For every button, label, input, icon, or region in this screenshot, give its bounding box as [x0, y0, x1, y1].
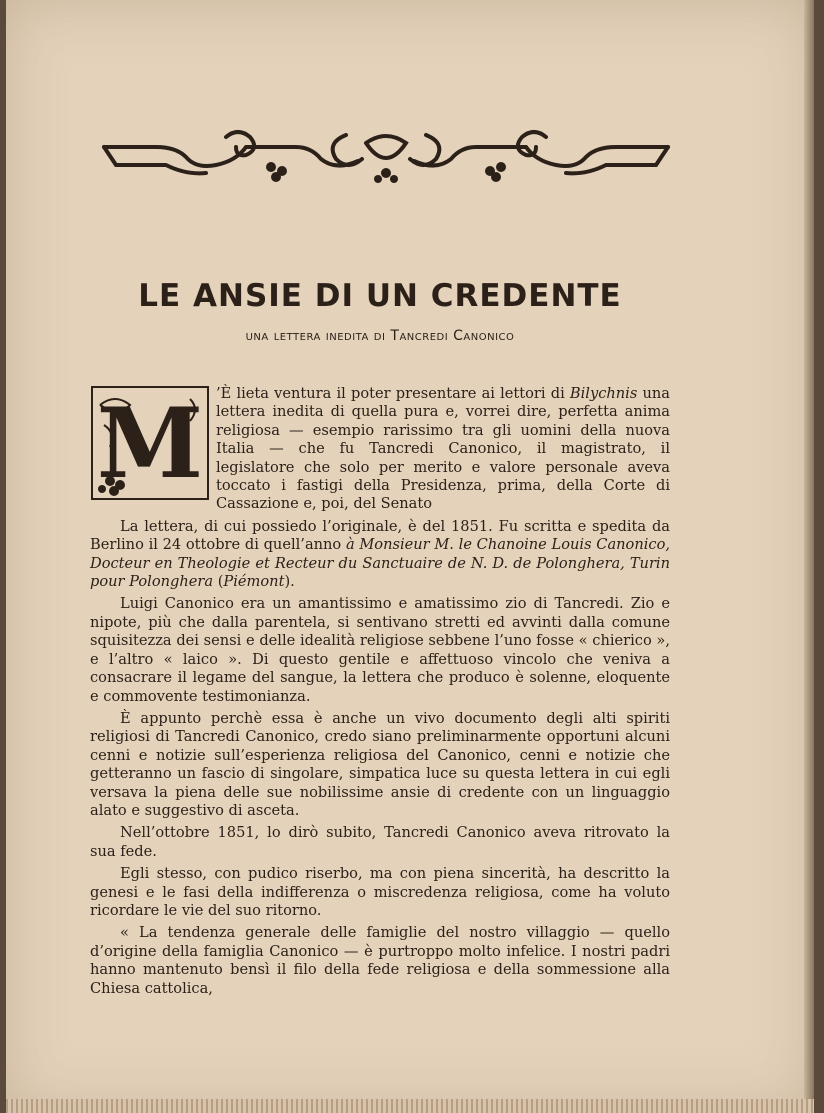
book-page: [6, 0, 814, 1113]
decorative-header-ornament: [96, 125, 676, 187]
illuminated-dropcap: [90, 385, 210, 501]
paragraph-6: Egli stesso, con pudico riserbo, ma con piena sincerità, ha descritto la genesi e le fasi della indifferenza o miscredenza religiosa, come ha voluto ricordare le vie del suo ritorno.: [90, 865, 670, 919]
article-title: LE ANSIE DI UN CREDENTE: [138, 278, 622, 314]
page-edge: [804, 0, 814, 1113]
paragraph-4: È appunto perchè essa è anche un vivo documento degli alti spiriti religiosi di Tancredi Canonico, credo siano preliminarmente opportuni alcuni cenni e notizie sull’esperienza religiosa del Canonico, cenni e notizie che getteranno un fascio di singolare, simpatica luce su questa lettera in cui egli versava la piena delle sue nobilissime ansie di credente con un linguaggio alato e suggestivo di asceta.: [90, 709, 670, 819]
paragraph-7: « La tendenza generale delle famiglie del nostro villaggio — quello d’origine della famiglia Canonico — è purtroppo molto infelice. I nostri padri hanno mantenuto bensì il filo della fede religiosa e della sommessione alla Chiesa cattolica,: [90, 924, 670, 997]
dropcap-letter: M: [96, 387, 204, 500]
paragraph-2: La lettera, di cui possiedo l’originale, è del 1851. Fu scritta e spedita da Berlino il 24 ottobre di quell’anno à Monsieur M. le Chanoine Louis Canonico, Docteur en Theologie et Recteur du Sanctuaire de N. D. de Polonghera, Turin pour Polonghera (Piémont).: [90, 517, 670, 591]
paragraph-1: ’È lieta ventura il poter presentare ai lettori di Bilychnis una lettera inedita di quella pura e, vorrei dire, perfetta anima religiosa — esempio rarissimo tra gli uomini della nuova Italia — che fu Tancredi Canonico, il magistrato, il legislatore che solo per merito e valore personale aveva toccato i fastigi della Presidenza, prima, della Corte di Cassazione e, poi, del Senato: [216, 385, 670, 513]
paragraph-5: Nell’ottobre 1851, lo dirò subito, Tancredi Canonico aveva ritrovato la sua fede.: [90, 824, 670, 860]
article-subtitle: una lettera inedita di Tancredi Canonico: [245, 328, 515, 344]
page-bottom-edge: [6, 1099, 814, 1113]
paragraph-3: Luigi Canonico era un amantissimo e amatissimo zio di Tancredi. Zio e nipote, più che dalla parentela, si sentivano stretti ed avvinti dalla comune squisitezza dei sensi e delle idealità religiose sebbene l’uno fosse « chierico », e l’altro « laico ». Di questo gentile e affettuoso vincolo che veniva a consacrare il legame del sangue, la lettera che produco è solenne, eloquente e commovente testimonianza.: [90, 595, 670, 705]
article-body: [90, 385, 670, 1002]
